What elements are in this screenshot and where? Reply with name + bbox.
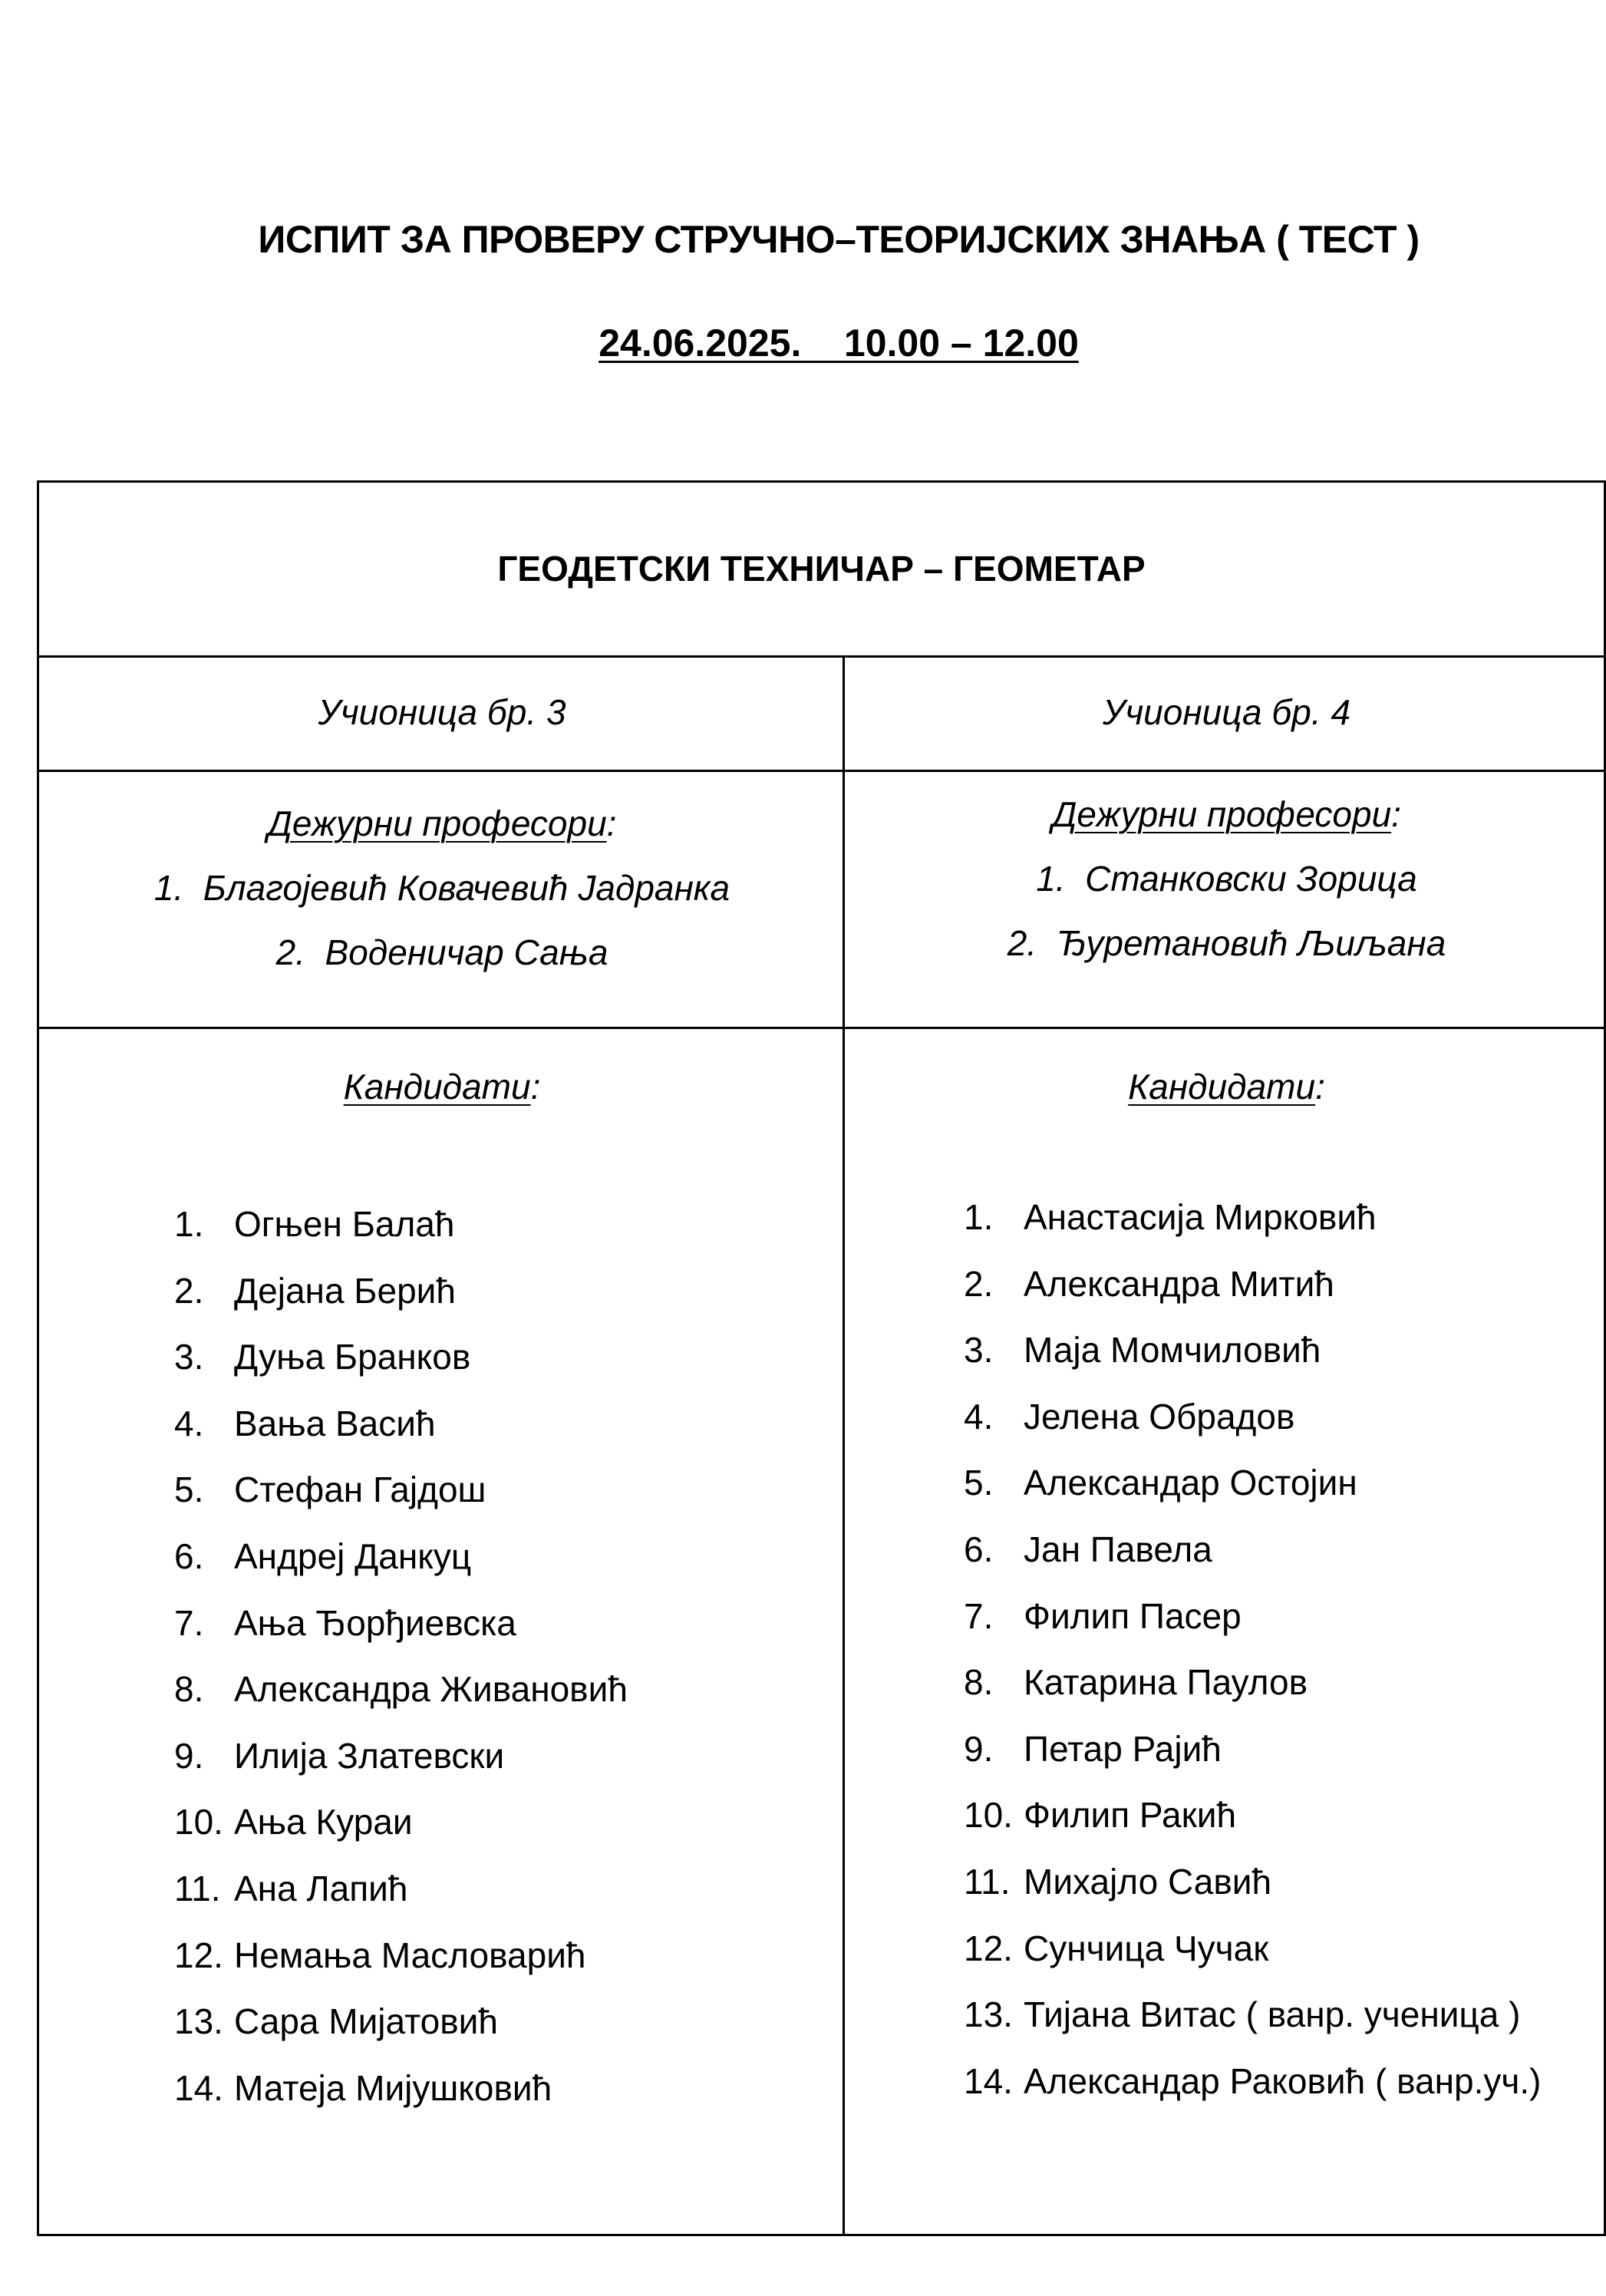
- candidate-item: [174, 1456, 628, 1523]
- candidate-item: [174, 1789, 628, 1856]
- proctor-item: [845, 911, 1606, 975]
- candidate-item: [964, 1649, 1541, 1716]
- candidate-number: 8.: [174, 1669, 204, 1710]
- candidate-name: Филип Ракић: [1024, 1795, 1237, 1836]
- candidate-item: [964, 1450, 1541, 1516]
- program-title: ГЕОДЕТСКИ ТЕХНИЧАР – ГЕОМЕТАР: [497, 549, 1146, 589]
- candidate-name: Стефан Гајдош: [234, 1470, 486, 1510]
- candidate-item: [174, 1590, 628, 1657]
- candidate-number: 6.: [174, 1536, 204, 1576]
- candidate-name: Дуња Бранков: [234, 1337, 471, 1377]
- proctors-heading-text: Дежурни професори: [267, 803, 607, 843]
- candidate-number: 7.: [964, 1595, 994, 1636]
- candidate-number: 3.: [174, 1337, 204, 1377]
- candidate-number: 14.: [964, 2060, 1013, 2101]
- candidate-item: [174, 1523, 628, 1590]
- proctors-right: [845, 782, 1606, 975]
- candidate-item: [174, 1856, 628, 1922]
- candidate-item: [174, 1191, 628, 1258]
- candidate-name: Сара Мијатовић: [234, 2001, 498, 2042]
- proctor-name: Ђуретановић Љиљана: [1056, 923, 1446, 963]
- candidate-number: 3.: [964, 1330, 994, 1371]
- candidate-item: [174, 1324, 628, 1390]
- candidate-number: 13.: [964, 1994, 1013, 2035]
- candidate-number: 14.: [174, 2067, 223, 2108]
- candidate-list-right: [964, 1184, 1541, 2114]
- candidate-item: [964, 1981, 1541, 2048]
- candidate-name: Петар Рајић: [1024, 1728, 1222, 1769]
- candidate-name: Ања Кураи: [234, 1802, 413, 1842]
- table-divider: [39, 770, 1604, 772]
- candidate-number: 11.: [964, 1861, 1011, 1902]
- candidate-name: Илија Златевски: [234, 1735, 505, 1776]
- proctors-heading: Дежурни професори:: [1052, 794, 1401, 834]
- proctor-number: 2.: [1007, 923, 1037, 963]
- candidate-item: [174, 1922, 628, 1989]
- candidate-item: [174, 1988, 628, 2055]
- candidate-number: 5.: [174, 1470, 204, 1510]
- proctor-number: 2.: [275, 932, 305, 972]
- candidate-name: Тијана Витас ( ванр. ученица ): [1024, 1994, 1521, 2035]
- table-divider: [39, 1027, 1604, 1029]
- candidate-item: [964, 1317, 1541, 1384]
- candidate-item: [964, 1184, 1541, 1251]
- candidates-heading-text: Кандидати: [1128, 1067, 1316, 1107]
- candidate-number: 4.: [174, 1403, 204, 1443]
- candidate-name: Матеја Мијушковић: [234, 2067, 552, 2108]
- candidate-number: 1.: [174, 1204, 204, 1244]
- candidate-number: 10.: [174, 1802, 223, 1842]
- candidate-item: [174, 2055, 628, 2122]
- candidate-name: Јан Павела: [1024, 1529, 1212, 1569]
- candidate-item: [174, 1390, 628, 1457]
- candidate-number: 1.: [964, 1197, 994, 1237]
- candidate-item: [964, 1384, 1541, 1450]
- candidates-heading-text: Кандидати: [343, 1067, 531, 1107]
- room-label-left: Учионица бр. 3: [318, 692, 566, 732]
- candidate-item: [964, 1716, 1541, 1783]
- candidate-name: Вања Васић: [234, 1403, 436, 1443]
- candidate-item: [964, 1251, 1541, 1318]
- candidate-number: 13.: [174, 2001, 223, 2042]
- proctor-name: Благојевић Ковачевић Јадранка: [203, 868, 730, 908]
- candidate-name: Маја Момчиловић: [1024, 1330, 1321, 1371]
- exam-date-time-text: 24.06.2025. 10.00 – 12.00: [599, 322, 1079, 365]
- room-label-right: Учионица бр. 4: [1102, 692, 1351, 732]
- candidate-name: Александра Живановић: [234, 1669, 628, 1710]
- candidate-item: [174, 1258, 628, 1324]
- candidate-name: Александра Митић: [1024, 1263, 1334, 1304]
- candidate-number: 8.: [964, 1662, 994, 1703]
- candidate-number: 5.: [964, 1463, 994, 1503]
- candidate-item: [964, 1849, 1541, 1915]
- candidates-heading-left: Кандидати:: [343, 1067, 541, 1107]
- candidate-item: [174, 1723, 628, 1790]
- proctor-number: 1.: [153, 868, 184, 908]
- candidate-item: [964, 1915, 1541, 1982]
- candidate-list-left: [174, 1191, 628, 2121]
- proctors-left: [39, 791, 845, 985]
- candidate-name: Андреј Данкуц: [234, 1536, 472, 1576]
- candidate-number: 2.: [174, 1270, 204, 1311]
- candidate-name: Сунчица Чучак: [1024, 1928, 1269, 1968]
- proctors-heading: Дежурни професори:: [267, 803, 617, 843]
- candidate-name: Немања Масловарић: [234, 1935, 586, 1975]
- candidate-name: Михајло Савић: [1024, 1861, 1272, 1902]
- candidate-name: Огњен Балаћ: [234, 1204, 455, 1244]
- candidate-name: Александар Остојин: [1024, 1463, 1357, 1503]
- candidate-item: [964, 1583, 1541, 1650]
- document-title: ИСПИТ ЗА ПРОВЕРУ СТРУЧНО–ТЕОРИЈСКИХ ЗНАЊА ( ТЕСТ ): [258, 218, 1420, 261]
- candidate-number: 9.: [174, 1735, 204, 1776]
- schedule-table: [37, 480, 1606, 2236]
- candidate-name: Дејана Берић: [234, 1270, 456, 1311]
- proctor-item: [39, 920, 845, 985]
- candidate-number: 7.: [174, 1602, 204, 1643]
- proctor-item: [845, 846, 1606, 911]
- candidate-name: Јелена Обрадов: [1024, 1396, 1295, 1437]
- candidate-name: Катарина Паулов: [1024, 1662, 1308, 1703]
- proctor-name: Воденичар Сања: [325, 932, 608, 972]
- candidate-number: 2.: [964, 1263, 994, 1304]
- candidate-item: [964, 2048, 1541, 2115]
- candidate-number: 12.: [174, 1935, 223, 1975]
- candidate-name: Ања Ђорђиевска: [234, 1602, 516, 1643]
- candidate-item: [174, 1656, 628, 1723]
- candidate-name: Ана Лапић: [234, 1868, 408, 1908]
- candidate-number: 12.: [964, 1928, 1013, 1968]
- candidate-name: Александар Раковић ( ванр.уч.): [1024, 2060, 1542, 2101]
- candidate-number: 9.: [964, 1728, 994, 1769]
- candidate-number: 6.: [964, 1529, 994, 1569]
- proctor-number: 1.: [1036, 859, 1066, 899]
- candidate-name: Филип Пасер: [1024, 1595, 1242, 1636]
- proctors-heading-text: Дежурни професори: [1052, 794, 1392, 834]
- candidates-heading-right: Кандидати:: [1128, 1067, 1325, 1107]
- exam-date-time: [0, 321, 1606, 365]
- proctor-name: Станковски Зорица: [1085, 859, 1417, 899]
- proctor-item: [39, 856, 845, 920]
- candidate-item: [964, 1516, 1541, 1583]
- table-divider: [39, 655, 1604, 658]
- candidate-item: [964, 1782, 1541, 1849]
- candidate-number: 10.: [964, 1795, 1013, 1836]
- candidate-number: 4.: [964, 1396, 994, 1437]
- candidate-name: Анастасија Мирковић: [1024, 1197, 1377, 1237]
- candidate-number: 11.: [174, 1868, 221, 1908]
